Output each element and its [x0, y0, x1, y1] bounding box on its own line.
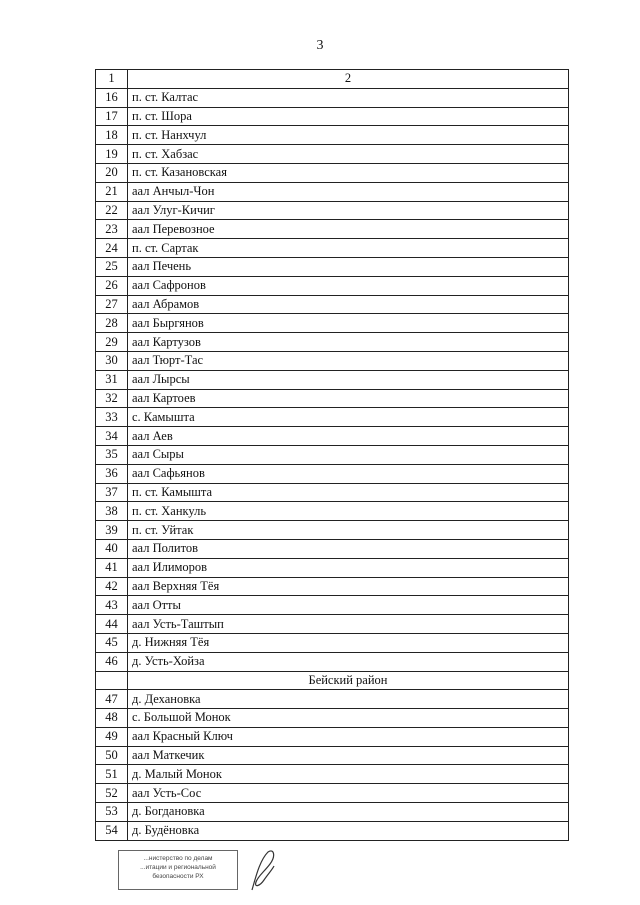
settlement-name: д. Богдановка	[128, 803, 569, 822]
row-number: 29	[96, 333, 128, 352]
settlement-name: д. Нижняя Тёя	[128, 633, 569, 652]
table-row	[96, 201, 569, 220]
row-number: 37	[96, 483, 128, 502]
settlement-name: п. ст. Шора	[128, 107, 569, 126]
settlement-name: аал Картоев	[128, 389, 569, 408]
row-number: 25	[96, 257, 128, 276]
settlement-name: п. ст. Казановская	[128, 163, 569, 182]
row-number: 40	[96, 539, 128, 558]
table-row	[96, 690, 569, 709]
row-number: 35	[96, 445, 128, 464]
settlement-name: аал Анчыл-Чон	[128, 182, 569, 201]
row-number: 32	[96, 389, 128, 408]
row-number: 41	[96, 558, 128, 577]
table-row	[96, 577, 569, 596]
row-number: 49	[96, 727, 128, 746]
settlement-name: аал Политов	[128, 539, 569, 558]
row-number: 51	[96, 765, 128, 784]
settlement-name: аал Усть-Таштып	[128, 615, 569, 634]
settlement-name: д. Будёновка	[128, 821, 569, 840]
section-title: Бейский район	[128, 671, 569, 690]
table-row	[96, 445, 569, 464]
table-header-row	[96, 70, 569, 89]
settlement-name: п. ст. Уйтак	[128, 521, 569, 540]
settlement-name: аал Перевозное	[128, 220, 569, 239]
table-row	[96, 765, 569, 784]
signature-mark	[246, 846, 280, 894]
settlement-name: аал Абрамов	[128, 295, 569, 314]
row-number: 34	[96, 427, 128, 446]
table-row	[96, 615, 569, 634]
settlement-name: аал Сыры	[128, 445, 569, 464]
row-number: 30	[96, 351, 128, 370]
official-stamp	[118, 850, 238, 890]
row-number: 33	[96, 408, 128, 427]
settlement-name: аал Илиморов	[128, 558, 569, 577]
table-row	[96, 539, 569, 558]
row-number: 26	[96, 276, 128, 295]
row-number: 18	[96, 126, 128, 145]
row-number: 16	[96, 88, 128, 107]
row-number: 54	[96, 821, 128, 840]
table-row	[96, 88, 569, 107]
table-row	[96, 464, 569, 483]
row-number: 39	[96, 521, 128, 540]
table-row	[96, 257, 569, 276]
row-number: 27	[96, 295, 128, 314]
header-col-1: 1	[96, 70, 128, 89]
section-header-row	[96, 671, 569, 690]
row-number: 38	[96, 502, 128, 521]
row-number: 36	[96, 464, 128, 483]
section-empty-cell	[96, 671, 128, 690]
settlement-name: п. ст. Нанхчул	[128, 126, 569, 145]
row-number: 48	[96, 709, 128, 728]
settlement-name: аал Усть-Сос	[128, 784, 569, 803]
settlement-name: п. ст. Ханкуль	[128, 502, 569, 521]
settlement-name: аал Аев	[128, 427, 569, 446]
table-row	[96, 821, 569, 840]
table-row	[96, 709, 569, 728]
row-number: 28	[96, 314, 128, 333]
settlement-name: п. ст. Калтас	[128, 88, 569, 107]
table-row	[96, 239, 569, 258]
table-row	[96, 633, 569, 652]
row-number: 42	[96, 577, 128, 596]
table-row	[96, 784, 569, 803]
settlement-name: с. Большой Монок	[128, 709, 569, 728]
row-number: 47	[96, 690, 128, 709]
settlement-name: п. ст. Камышта	[128, 483, 569, 502]
table-row	[96, 314, 569, 333]
settlement-name: аал Быргянов	[128, 314, 569, 333]
settlement-name: аал Маткечик	[128, 746, 569, 765]
table-row	[96, 483, 569, 502]
settlement-name: с. Камышта	[128, 408, 569, 427]
row-number: 50	[96, 746, 128, 765]
row-number: 46	[96, 652, 128, 671]
settlement-name: аал Красный Ключ	[128, 727, 569, 746]
settlement-name: аал Сафьянов	[128, 464, 569, 483]
table-row	[96, 652, 569, 671]
table-row	[96, 427, 569, 446]
table-row	[96, 351, 569, 370]
table-row	[96, 521, 569, 540]
table-row	[96, 727, 569, 746]
table-row	[96, 558, 569, 577]
table-row	[96, 163, 569, 182]
table-row	[96, 408, 569, 427]
row-number: 31	[96, 370, 128, 389]
settlement-name: п. ст. Хабзас	[128, 145, 569, 164]
table-row	[96, 389, 569, 408]
header-col-2: 2	[128, 70, 569, 89]
settlement-name: аал Тюрт-Тас	[128, 351, 569, 370]
settlement-name: д. Усть-Хойза	[128, 652, 569, 671]
settlement-name: аал Улуг-Кичиг	[128, 201, 569, 220]
settlement-name: аал Печень	[128, 257, 569, 276]
settlement-name: аал Верхняя Тёя	[128, 577, 569, 596]
table-row	[96, 295, 569, 314]
table-row	[96, 276, 569, 295]
row-number: 17	[96, 107, 128, 126]
settlement-name: п. ст. Сартак	[128, 239, 569, 258]
settlement-name: аал Сафронов	[128, 276, 569, 295]
row-number: 45	[96, 633, 128, 652]
settlement-name: аал Картузов	[128, 333, 569, 352]
row-number: 44	[96, 615, 128, 634]
table-row	[96, 182, 569, 201]
row-number: 22	[96, 201, 128, 220]
row-number: 53	[96, 803, 128, 822]
settlement-name: д. Малый Монок	[128, 765, 569, 784]
table-row	[96, 333, 569, 352]
table-row	[96, 746, 569, 765]
table-row	[96, 502, 569, 521]
row-number: 21	[96, 182, 128, 201]
table-row	[96, 370, 569, 389]
row-number: 20	[96, 163, 128, 182]
settlements-table	[95, 69, 569, 841]
row-number: 19	[96, 145, 128, 164]
settlement-name: аал Лырсы	[128, 370, 569, 389]
table-row	[96, 107, 569, 126]
table-row	[96, 803, 569, 822]
row-number: 23	[96, 220, 128, 239]
row-number: 24	[96, 239, 128, 258]
stamp-line-3: безопасности РХ	[152, 873, 204, 880]
table-row	[96, 220, 569, 239]
row-number: 43	[96, 596, 128, 615]
table-row	[96, 596, 569, 615]
stamp-line-2: ...итации и региональной	[140, 864, 216, 871]
table-row	[96, 126, 569, 145]
table-row	[96, 145, 569, 164]
settlement-name: д. Дехановка	[128, 690, 569, 709]
page-number: 3	[316, 38, 324, 53]
row-number: 52	[96, 784, 128, 803]
stamp-line-1: ...нистерство по делам	[143, 855, 213, 862]
settlement-name: аал Отты	[128, 596, 569, 615]
